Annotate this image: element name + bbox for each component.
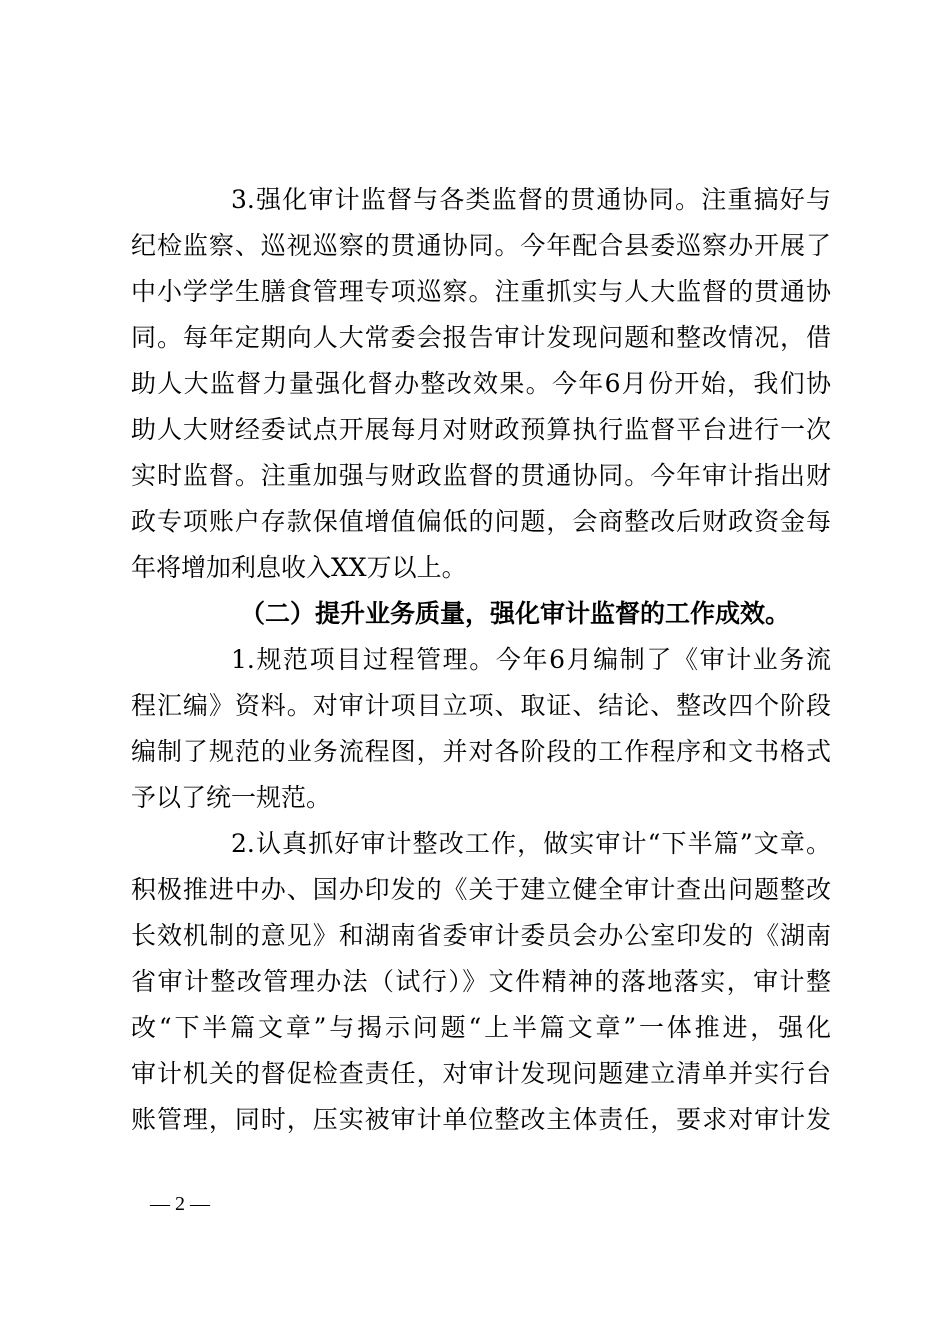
paragraph-2-line-3: 长效机制的意见》和湖南省委审计委员会办公室印发的《湖南 bbox=[131, 921, 831, 950]
paragraph-2-line-5: 改“下半篇文章”与揭示问题“上半篇文章”一体推进，强化 bbox=[131, 1013, 831, 1042]
paragraph-2-line-6: 审计机关的督促检查责任，对审计发现问题建立清单并实行台 bbox=[131, 1059, 831, 1088]
paragraph-2-line-4: 省审计整改管理办法（试行）》文件精神的落地落实，审计整 bbox=[131, 967, 831, 996]
paragraph-1-line-3: 编制了规范的业务流程图，并对各阶段的工作程序和文书格式 bbox=[131, 737, 831, 766]
paragraph-3-line-7: 实时监督。注重加强与财政监督的贯通协同。今年审计指出财 bbox=[131, 461, 831, 490]
paragraph-3-line-3: 中小学学生膳食管理专项巡察。注重抓实与人大监督的贯通协 bbox=[131, 277, 831, 306]
page-number: — 2 — bbox=[150, 1193, 210, 1215]
paragraph-3-line-4: 同。每年定期向人大常委会报告审计发现问题和整改情况，借 bbox=[131, 323, 831, 352]
paragraph-3-line-2: 纪检监察、巡视巡察的贯通协同。今年配合县委巡察办开展了 bbox=[131, 231, 831, 260]
paragraph-2-line-1: 2.认真抓好审计整改工作，做实审计“下半篇”文章。 bbox=[231, 829, 831, 858]
paragraph-3-line-9: 年将增加利息收入XX万以上。 bbox=[131, 553, 467, 582]
paragraph-2-line-2: 积极推进中办、国办印发的《关于建立健全审计查出问题整改 bbox=[131, 875, 831, 904]
paragraph-3-line-1: 3.强化审计监督与各类监督的贯通协同。注重搞好与 bbox=[231, 185, 831, 214]
paragraph-3-line-8: 政专项账户存款保值增值偏低的问题，会商整改后财政资金每 bbox=[131, 507, 831, 536]
paragraph-3-line-5: 助人大监督力量强化督办整改效果。今年6月份开始，我们协 bbox=[131, 369, 831, 398]
paragraph-1-line-1: 1.规范项目过程管理。今年6月编制了《审计业务流 bbox=[231, 645, 831, 674]
paragraph-2-line-7: 账管理，同时，压实被审计单位整改主体责任，要求对审计发 bbox=[131, 1105, 831, 1134]
paragraph-1-line-2: 程汇编》资料。对审计项目立项、取证、结论、整改四个阶段 bbox=[131, 691, 831, 720]
paragraph-3-line-6: 助人大财经委试点开展每月对财政预算执行监督平台进行一次 bbox=[131, 415, 831, 444]
paragraph-1-line-4: 予以了统一规范。 bbox=[131, 783, 332, 812]
section-heading-2: （二）提升业务质量，强化审计监督的工作成效。 bbox=[240, 599, 791, 628]
